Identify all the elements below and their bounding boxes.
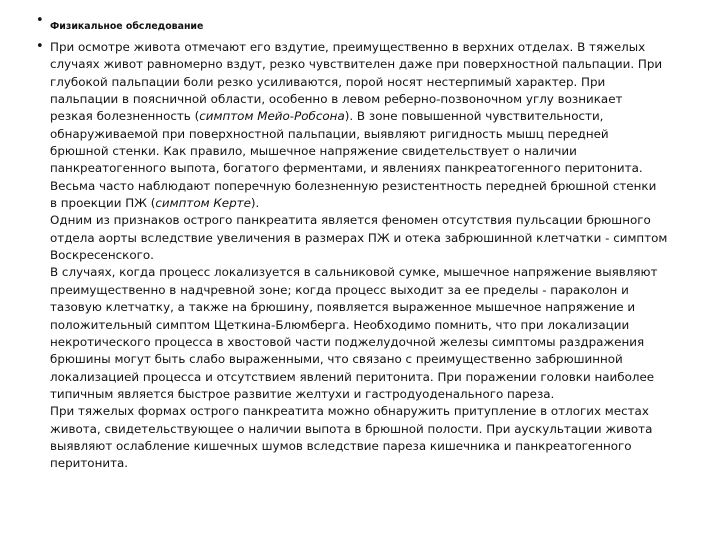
text-line (50, 39, 680, 56)
symptom-name: симптом Мейо-Робсона (199, 109, 345, 124)
text-line (50, 421, 680, 438)
text-segment: Весьма часто наблюдают поперечную болезненную резистентность передней брюшной стенки (50, 178, 657, 193)
body-text (50, 39, 680, 473)
heading-bullet (36, 14, 680, 35)
text-segment: Одним из признаков острого панкреатита является феномен отсутствия пульсации брюшного (50, 213, 651, 228)
text-segment: случаях живот равномерно вздут, резко чувствителен даже при поверхностной пальпации. При (50, 57, 663, 72)
bullet-dot-icon: • (36, 13, 44, 28)
text-line (50, 126, 680, 143)
paragraph (50, 39, 680, 212)
bullet-dot-icon: • (36, 39, 44, 54)
text-segment: брюшной стенки. Как правило, мышечное напряжение свидетельствует о наличии (50, 144, 577, 159)
text-line (50, 212, 680, 229)
text-line (50, 317, 680, 334)
text-segment: обнаруживаемой при поверхностной пальпации, выявляют ригидность мышц передней (50, 126, 609, 141)
symptom-name: симптом Керте (155, 196, 251, 211)
text-line (50, 160, 680, 177)
text-line (50, 247, 680, 264)
text-segment: тазовую клетчатку, а также на брюшину, появляется выраженное мышечное напряжение и (50, 300, 636, 315)
text-line (50, 74, 680, 91)
text-segment: резкая болезненность ( (50, 109, 200, 124)
text-segment: некротического процесса в хвостовой части поджелудочной железы симптомы раздражения (50, 334, 645, 349)
text-segment: выявляют ослабление кишечных шумов вследствие пареза кишечника и панкреатогенного (50, 438, 632, 453)
text-line (50, 438, 680, 455)
section-heading: Физикальное обследование (50, 21, 204, 32)
bullet-list (36, 14, 680, 473)
text-line (50, 108, 680, 125)
text-line (50, 299, 680, 316)
text-segment: ). В зоне повышенной чувствительности, (344, 109, 604, 124)
text-segment: Воскресенского. (50, 248, 154, 263)
text-line (50, 143, 680, 160)
text-line (50, 369, 680, 386)
text-segment: При осмотре живота отмечают его вздутие, преимущественно в верхних отделах. В тяжелых (50, 40, 646, 54)
text-segment: При тяжелых формах острого панкреатита можно обнаружить притупление в отлогих местах (50, 404, 649, 419)
text-segment: В случаях, когда процесс локализуется в сальниковой сумке, мышечное напряжение выявляют (50, 265, 658, 280)
text-line (50, 178, 680, 195)
text-segment: глубокой пальпации боли резко усиливаются, порой носят нестерпимый характер. При (50, 74, 606, 89)
text-segment: положительный симптом Щеткина-Блюмберга. Необходимо помнить, что при локализации (50, 317, 630, 332)
text-line (50, 351, 680, 368)
text-segment: локализацией процесса и отсутствием явлений перитонита. При поражении головки наиболее (50, 369, 655, 384)
text-line (50, 195, 680, 212)
text-line (50, 264, 680, 281)
paragraph (50, 212, 680, 264)
paragraph (50, 264, 680, 403)
text-segment: панкреатогенного выпота, богатого ферментами, и явлениях панкреатогенного перитонита. (50, 161, 643, 176)
text-line (50, 230, 680, 247)
text-line (50, 403, 680, 420)
text-segment: преимущественно в надчревной зоне; когда процесс выходит за ее пределы - параколон и (50, 282, 629, 297)
text-segment: в проекции ПЖ ( (50, 196, 156, 211)
text-segment: типичным является быстрое развитие желтухи и гастродуоденального пареза. (50, 386, 555, 401)
text-line (50, 56, 680, 73)
text-segment: брюшины могут быть слабо выраженными, что связано с преимущественно забрюшинной (50, 352, 623, 367)
paragraph (50, 403, 680, 472)
text-line (50, 282, 680, 299)
text-line (50, 455, 680, 472)
text-line (50, 386, 680, 403)
text-line (50, 334, 680, 351)
body-bullet (36, 39, 680, 473)
text-segment: пальпации в поясничной области, особенно в левом реберно-позвоночном углу возникает (50, 92, 623, 107)
text-segment: ). (250, 196, 260, 211)
text-segment: живота, свидетельствующее о наличии выпота в брюшной полости. При аускультации живота (50, 421, 653, 436)
text-segment: отдела аорты вследствие увеличения в размерах ПЖ и отека забрюшинной клетчатки - симптом (50, 230, 668, 245)
text-line (50, 91, 680, 108)
text-segment: перитонита. (50, 456, 129, 471)
